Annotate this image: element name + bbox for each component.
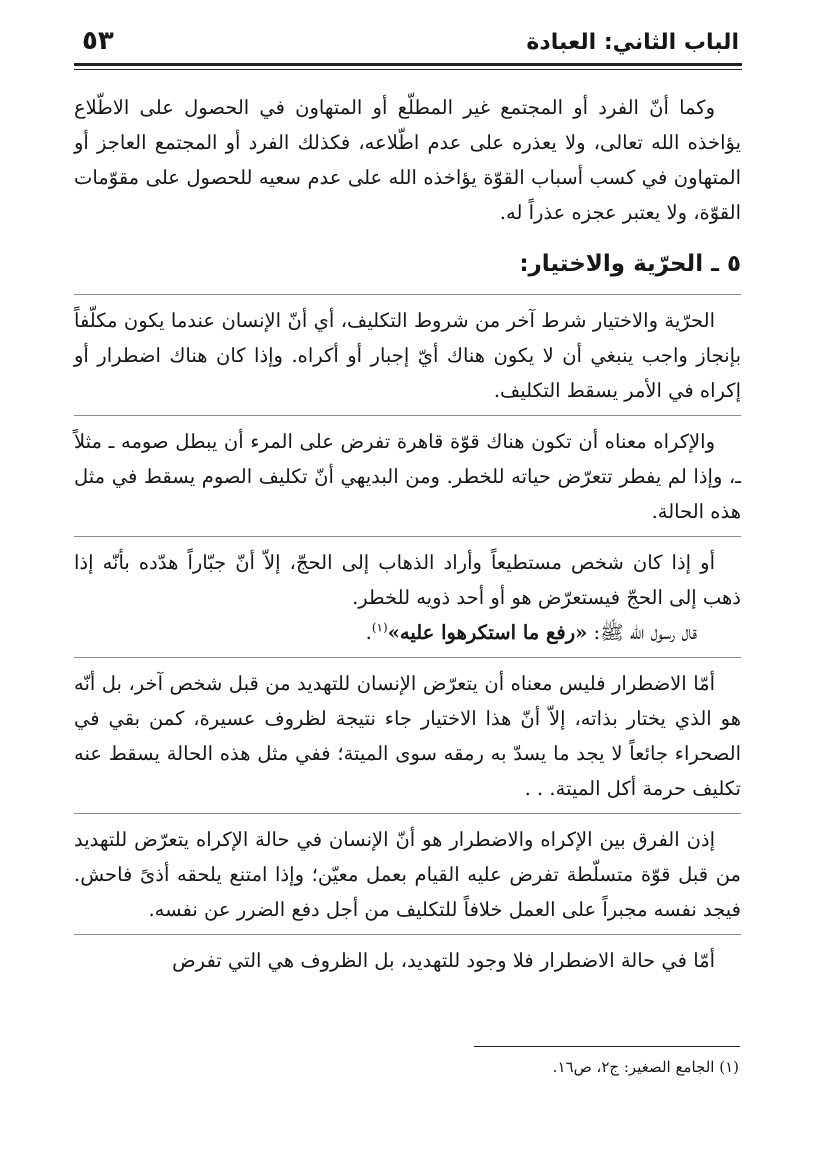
- paragraph-7: إذن الفرق بين الإكراه والاضطرار هو أنّ الإنسان في حالة الإكراه يتعرّض للتهديد من قبل قوّة متسلّطة تفرض عليه القيام بعمل معيّن؛ وإذا امتنع يلحقه أذىً فاحش. فيجد نفسه مجبراً على العمل خلافاً للتكليف من أجل دفع الضرر عن نفسه.: [74, 828, 741, 921]
- paragraph-2: الحرّية والاختيار شرط آخر من شروط التكليف، أي أنّ الإنسان عندما يكون مكلّفاً بإنجاز واجب ينبغي أن لا يكون هناك أيّ إجبار أو أكراه. وإذا كان هناك اضطرار أو إكراه في الأمر يسقط التكليف.: [74, 309, 741, 402]
- footnote-rule: [474, 1046, 740, 1047]
- page-number: ٥٣: [82, 26, 114, 56]
- footnote: (١) الجامع الصغير: ج٢، ص١٦.: [552, 1058, 739, 1076]
- chapter-title: الباب الثاني: العبادة: [526, 30, 739, 55]
- paragraph-separator: [74, 657, 741, 658]
- hadith-paragraph: [74, 615, 741, 650]
- paragraph-4: أو إذا كان شخص مستطيعاً وأراد الذهاب إلى الحجّ، إلاّ أنّ جبّاراً هدّده بأنّه إذا ذهب إلى الحجّ فيستعرّض هو أو أحد ذويه للخطر.: [74, 551, 741, 609]
- hadith-end: .: [365, 621, 372, 644]
- paragraph-6: أمّا الاضطرار فليس معناه أن يتعرّض الإنسان للتهديد من قبل شخص آخر، بل أنّه هو الذي يختار بذاته، إلاّ أنّ هذا الاختيار جاء نتيجة لظروف عسيرة، كمن بقي في الصحراء جائعاً لا يجد ما يسدّ به رمقه سوى الميتة؛ ففي مثل هذه الحالة يسقط عنه تكليف حرمة أكل الميتة. . .: [74, 672, 741, 800]
- section-separator: [74, 294, 741, 295]
- hadith-quote: «رفع ما استكرهوا عليه»: [387, 621, 588, 644]
- paragraph-separator: [74, 536, 741, 537]
- paragraph-1: وكما أنّ الفرد أو المجتمع غير المطلّع أو المتهاون في الحصول على الاطّلاع يؤاخذه الله تعالى، ولا يعذره على عدم اطّلاعه، فكذلك الفرد أو المجتمع العاجز أو المتهاون في كسب أسباب القوّة يؤاخذه الله على عدم سعيه للحصول على مقوّمات القوّة، ولا يعتبر عجزه عذراً له.: [74, 96, 741, 224]
- paragraph-separator: [74, 813, 741, 814]
- header-rule-thin: [74, 69, 742, 70]
- body-text: [74, 90, 741, 978]
- paragraph-8: أمّا في حالة الاضطرار فلا وجود للتهديد، بل الظروف هي التي تفرض: [172, 949, 715, 972]
- hadith-intro: قال رسول الله ﷺ:: [587, 621, 697, 644]
- paragraph-separator: [74, 934, 741, 935]
- footnote-reference[interactable]: (١): [371, 620, 388, 635]
- header-rule-thick: [74, 63, 742, 66]
- paragraph-separator: [74, 415, 741, 416]
- paragraph-3: والإكراه معناه أن تكون هناك قوّة قاهرة تفرض على المرء أن يبطل صومه ـ مثلاً ـ، وإذا لم يفطر تتعرّض حياته للخطر. ومن البديهي أنّ تكليف الصوم يسقط في مثل هذه الحالة.: [74, 430, 741, 523]
- section-heading: ٥ ـ الحرّية والاختيار:: [519, 251, 741, 277]
- running-header: [74, 20, 739, 60]
